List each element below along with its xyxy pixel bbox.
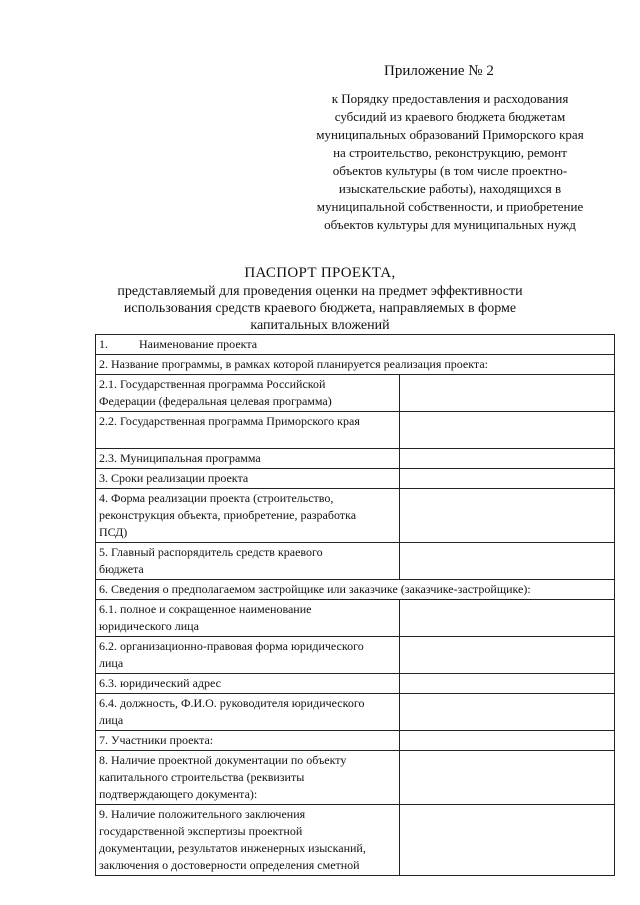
table-row bbox=[96, 412, 615, 449]
value-cell[interactable] bbox=[399, 489, 614, 543]
table-row bbox=[96, 489, 615, 543]
table-row bbox=[96, 637, 615, 674]
appendix-subtitle-line: муниципальных образований Приморского края bbox=[316, 127, 584, 142]
table-cell: 3. Сроки реализации проекта bbox=[96, 469, 400, 489]
table-cell bbox=[96, 600, 400, 637]
table-cell bbox=[96, 637, 400, 674]
table-row bbox=[96, 805, 615, 876]
appendix-subtitle bbox=[270, 90, 630, 234]
value-cell[interactable] bbox=[399, 469, 614, 489]
value-cell[interactable] bbox=[399, 412, 614, 449]
value-cell[interactable] bbox=[399, 805, 614, 876]
cell-line: капитального строительства (реквизиты bbox=[99, 770, 305, 784]
table-row bbox=[96, 674, 615, 694]
table-row bbox=[96, 600, 615, 637]
table-cell bbox=[96, 694, 400, 731]
cell-line: 5. Главный распорядитель средств краевого bbox=[99, 545, 323, 559]
table-row bbox=[96, 694, 615, 731]
appendix-subtitle-line: объектов культуры для муниципальных нужд bbox=[324, 217, 576, 232]
cell-line: 6.1. полное и сокращенное наименование bbox=[99, 602, 312, 616]
passport-subtitle bbox=[110, 283, 530, 334]
appendix-subtitle-line: на строительство, реконструкцию, ремонт bbox=[333, 145, 567, 160]
cell-line: заключения о достоверности определения сметной bbox=[99, 858, 360, 872]
cell-line: ПСД) bbox=[99, 525, 128, 539]
table-row bbox=[96, 543, 615, 580]
table-cell bbox=[96, 335, 615, 355]
value-cell[interactable] bbox=[399, 543, 614, 580]
cell-line: юридического лица bbox=[99, 619, 199, 633]
cell-line: лица bbox=[99, 713, 124, 727]
appendix-subtitle-line: изыскательские работы), находящихся в bbox=[338, 181, 562, 196]
table-row bbox=[96, 375, 615, 412]
cell-line: 2.2. Государственная программа Приморского края bbox=[99, 414, 360, 428]
value-cell[interactable] bbox=[399, 751, 614, 805]
passport-title: ПАСПОРТ ПРОЕКТА, bbox=[244, 265, 396, 281]
cell-line: государственной экспертизы проектной bbox=[99, 824, 303, 838]
passport-subtitle-line: использования средств краевого бюджета, направляемых в форме bbox=[123, 301, 517, 316]
table-row bbox=[96, 731, 615, 751]
value-cell[interactable] bbox=[399, 375, 614, 412]
table-cell: 7. Участники проекта: bbox=[96, 731, 400, 751]
passport-table bbox=[95, 334, 615, 876]
table-cell bbox=[96, 751, 400, 805]
table-cell bbox=[96, 805, 400, 876]
table-cell: 2.3. Муниципальная программа bbox=[96, 449, 400, 469]
table-row bbox=[96, 469, 615, 489]
appendix-subtitle-line: муниципальной собственности, и приобретение bbox=[316, 199, 584, 214]
table-row bbox=[96, 335, 615, 355]
table-cell: 6. Сведения о предполагаемом застройщике или заказчике (заказчике-застройщике): bbox=[96, 580, 615, 600]
appendix-subtitle-line: субсидий из краевого бюджета бюджетам bbox=[334, 109, 566, 124]
cell-line: 6.2. организационно-правовая форма юридического bbox=[99, 639, 364, 653]
table-cell bbox=[96, 543, 400, 580]
table-row bbox=[96, 449, 615, 469]
cell-line: 6.4. должность, Ф.И.О. руководителя юридического bbox=[99, 696, 365, 710]
table-cell bbox=[96, 375, 400, 412]
table-row bbox=[96, 355, 615, 375]
table-cell bbox=[96, 489, 400, 543]
value-cell[interactable] bbox=[399, 694, 614, 731]
appendix-subtitle-line: к Порядку предоставления и расходования bbox=[331, 91, 569, 106]
table-cell bbox=[96, 412, 400, 449]
table-row bbox=[96, 751, 615, 805]
table-row bbox=[96, 580, 615, 600]
cell-line: бюджета bbox=[99, 562, 144, 576]
appendix-title: Приложение № 2 bbox=[384, 63, 494, 79]
cell-line: Федерации (федеральная целевая программа) bbox=[99, 394, 332, 408]
passport-subtitle-line: представляемый для проведения оценки на предмет эффективности bbox=[117, 284, 523, 299]
table-cell: 6.3. юридический адрес bbox=[96, 674, 400, 694]
cell-line: подтверждающего документа): bbox=[99, 787, 258, 801]
cell-line: 8. Наличие проектной документации по объекту bbox=[99, 753, 347, 767]
value-cell[interactable] bbox=[399, 674, 614, 694]
cell-line: 4. Форма реализации проекта (строительство, bbox=[99, 491, 334, 505]
row-label: Наименование проекта bbox=[139, 337, 258, 351]
value-cell[interactable] bbox=[399, 600, 614, 637]
passport-subtitle-line: капитальных вложений bbox=[250, 318, 390, 333]
value-cell[interactable] bbox=[399, 637, 614, 674]
value-cell[interactable] bbox=[399, 731, 614, 751]
value-cell[interactable] bbox=[399, 449, 614, 469]
cell-line: реконструкция объекта, приобретение, разработка bbox=[99, 508, 357, 522]
table-cell: 2. Название программы, в рамках которой планируется реализация проекта: bbox=[96, 355, 615, 375]
appendix-subtitle-line: объектов культуры (в том числе проектно- bbox=[332, 163, 568, 178]
cell-line: лица bbox=[99, 656, 124, 670]
cell-line: 9. Наличие положительного заключения bbox=[99, 807, 306, 821]
row-number: 1. bbox=[99, 337, 108, 351]
cell-line: документации, результатов инженерных изысканий, bbox=[99, 841, 366, 855]
cell-line: 2.1. Государственная программа Российской bbox=[99, 377, 326, 391]
